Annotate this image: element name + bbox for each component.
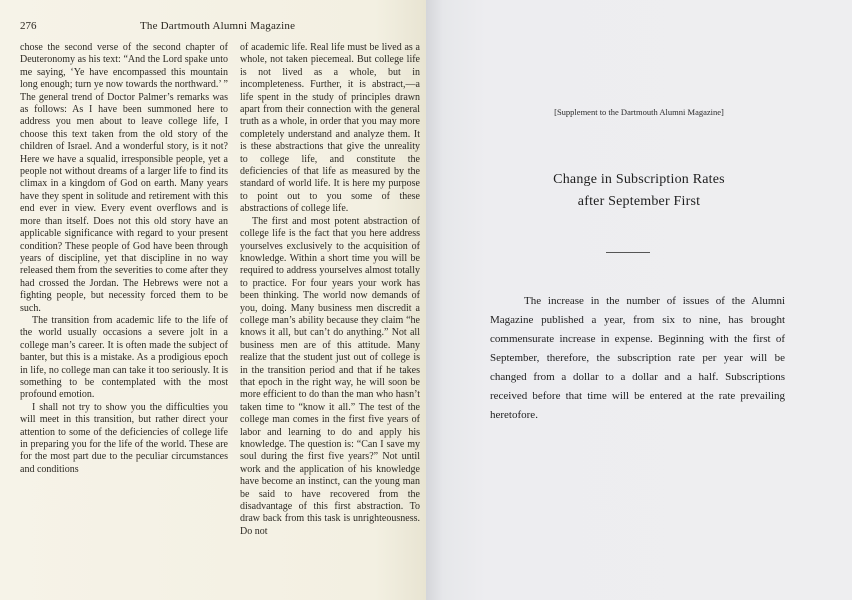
text-column-right xyxy=(240,42,420,594)
running-head xyxy=(20,20,420,34)
notice-subtitle: after September First xyxy=(577,194,701,209)
paragraph: I shall not try to show you the difficulties you will meet in this transition, but rather direct your attention to some of the deficiencies of college life in preparing you for the life of the world. These are for the most part due to the peculiar circumstances and conditions xyxy=(20,401,228,475)
text-column-left xyxy=(20,42,228,594)
paragraph: of academic life. Real life must be lived as a whole, not taken piecemeal. But college life is not lived as a whole, but in incompleteness. Further, it is abstract,—a life spent in the study of principles drawn apart from their connection with the general truth as a whole, in order that you may more completely understand and analyze them. It is these abstractions that give the unreality to college life, and constitute the deficiencies of that life as measured by the standard of world life. It is here my purpose to point out to you some of these abstractions of college life. xyxy=(240,42,420,215)
notice-body: The increase in the number of issues of the Alumni Magazine published a year, from six to nine, has brought commensurate increase in expense. Beginning with the first of September, therefore, the subscription rate per year will be changed from a dollar to a dollar and a half. Subscriptions received before that time will be entered at the rate prevailing heretofore. xyxy=(490,295,785,421)
running-head-title: The Dartmouth Alumni Magazine xyxy=(140,20,296,32)
paragraph: chose the second verse of the second chapter of Deuteronomy as his text: “And the Lord spake unto me saying, ‘Ye have encompassed this mountain long enough; turn ye now towards the northward.’ ” The general trend of Doctor Palmer’s remarks was as follows: As I have been summoned here to address you men about to leave college life, I choose this text taken from the old story of the children of Israel. And a wonderful story, is it not? Here we have a squalid, irresponsible people, yet a people not without dreams of a larger life to find its climax in a kingdom of God on earth. Many years have they spent in solitude and retirement with this end ever in view. Every event overflows and is more than itself. Does not this old story have an applicable significance with regard to your present condition? These people of God have been through years of discipline, yet that discipline in no way released them from the severities to come after they had crossed the Jordan. The Hebrews were not a fighting people, but necessity forced them to be such. xyxy=(20,42,228,314)
title-divider xyxy=(606,252,650,253)
supplement-header: [Supplement to the Dartmouth Alumni Magazine] xyxy=(554,107,724,117)
right-page xyxy=(426,0,852,600)
paragraph: The first and most potent abstraction of college life is the fact that you here address yourselves exclusively to the acquisition of knowledge. Within a short time you will be required to address yourselves almost totally to practice. For four years your work has been thinking. The world now demands of you, doing. Many business men discredit a college man’s ability because they claim “he knows it all, but can’t do anything.” Not all business men are of this attitude. Many realize that the student just out of college is in the transition period and that if he takes that epoch in the right way, he will soon be more efficient to do than the man who hasn’t taken time to “know it all.” The test of the college man comes in the first five years of labor and learning to do and apply his knowledge. The question is: “Can I save my soul during the first five years?” Not until work and the application of his knowledge have become an instinct, can the young man be said to have recovered from the disadvantage of this first abstraction. To draw back from this task is unrighteousness. Do not xyxy=(240,215,420,537)
notice-title: Change in Subscription Rates xyxy=(553,172,725,187)
paragraph: The transition from academic life to the life of the world usually occasions a severe jolt in a college man’s career. It is often made the subject of banter, but this is a mistake. As a prodigious epoch in life, no college man can take it too seriously. It is something to be contemplated with the most profound emotion. xyxy=(20,314,228,401)
page-number: 276 xyxy=(20,20,37,32)
